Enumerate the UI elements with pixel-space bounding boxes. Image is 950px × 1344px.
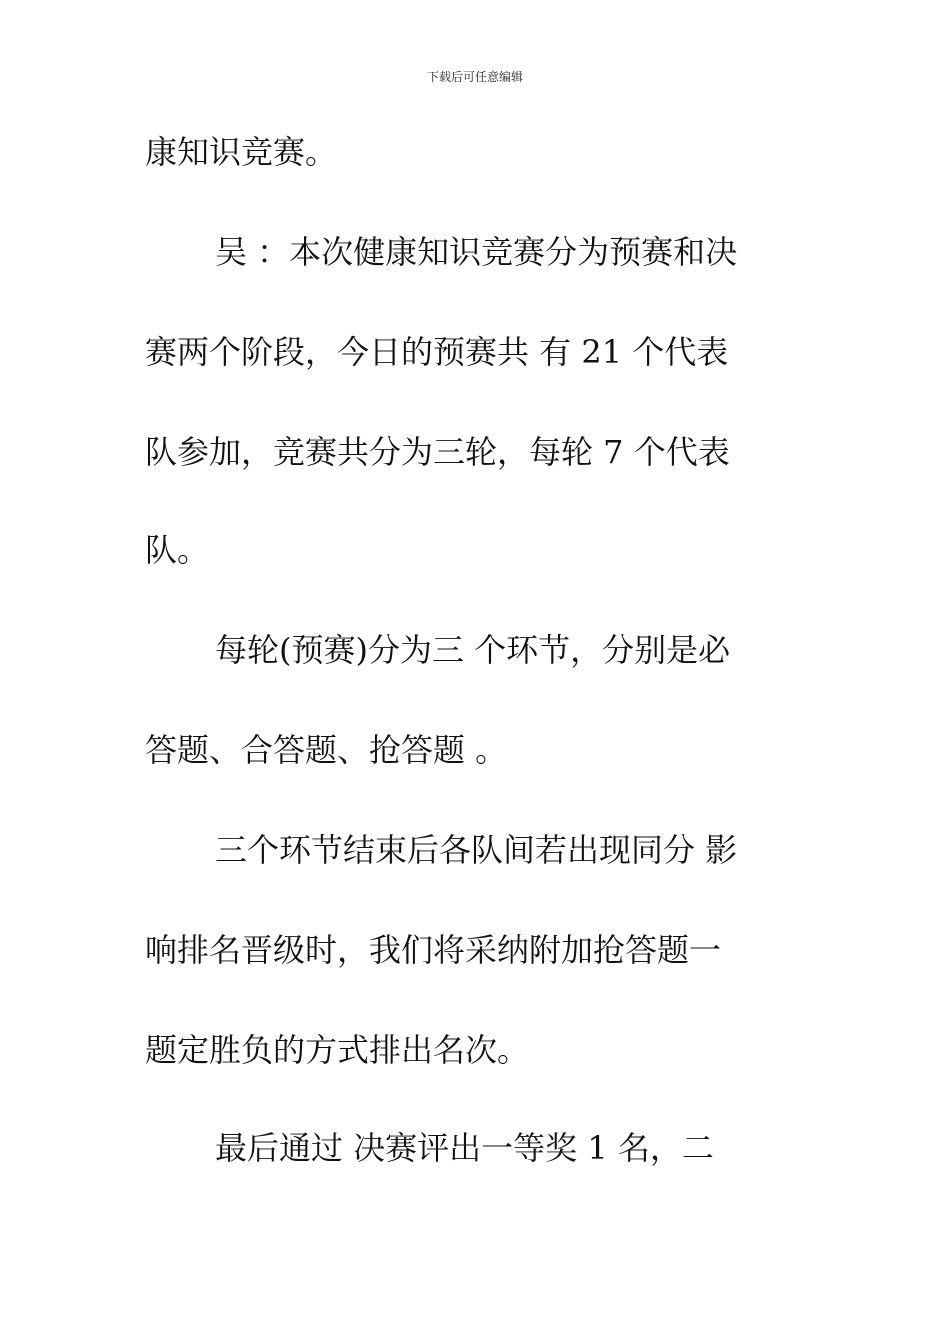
text-line: 吴 ：本次健康知识竞赛分为预赛和决 [215, 233, 738, 271]
text-line: 响排名晋级时，我们将采纳附加抢答题一 [145, 931, 722, 969]
text-line: 队参加，竞赛共分为三轮，每轮 7 个代表 [145, 433, 730, 471]
text-line: 队。 [145, 531, 210, 569]
page-header-note: 下载后可任意编辑 [426, 70, 523, 84]
text-line: 赛两个阶段，今日的预赛共 有 21 个代表 [145, 333, 729, 371]
text-line: 答题、合答题、抢答题 。 [145, 731, 508, 769]
text-line: 题定胜负的方式排出名次。 [145, 1031, 530, 1069]
text-line: 康知识竞赛。 [145, 133, 338, 171]
text-line: 每轮(预赛)分为三 个环节，分别是必 [215, 631, 731, 669]
text-line: 三个环节结束后各队间若出现同分 影 [215, 831, 738, 869]
text-line: 最后通过 决赛评出一等奖 1 名，二 [215, 1129, 714, 1167]
